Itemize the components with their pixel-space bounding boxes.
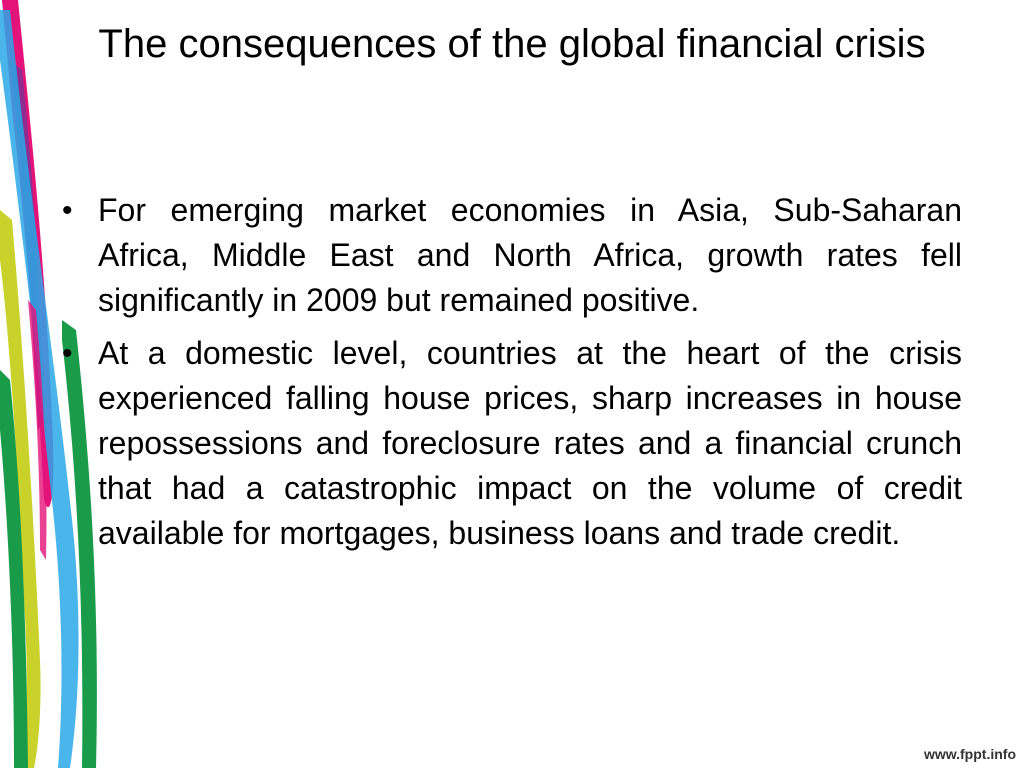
bullet-list xyxy=(58,188,962,564)
slide-title: The consequences of the global financial crisis xyxy=(98,22,926,66)
list-item xyxy=(58,188,962,323)
list-item xyxy=(58,331,962,556)
footer-watermark: www.fppt.info xyxy=(923,746,1016,762)
bullet-text: For emerging market economies in Asia, Sub-Saharan Africa, Middle East and North Africa, growth rates fell significantly in 2009 but remained positive. xyxy=(98,192,962,318)
bullet-marker: • xyxy=(62,194,73,227)
bullet-text: At a domestic level, countries at the heart of the crisis experienced falling house prices, sharp increases in house repossessions and foreclosure rates and a financial crunch that had a catastrophic impact on the volume of credit available for mortgages, business loans and trade credit. xyxy=(98,335,962,551)
bullet-marker: • xyxy=(62,337,73,370)
